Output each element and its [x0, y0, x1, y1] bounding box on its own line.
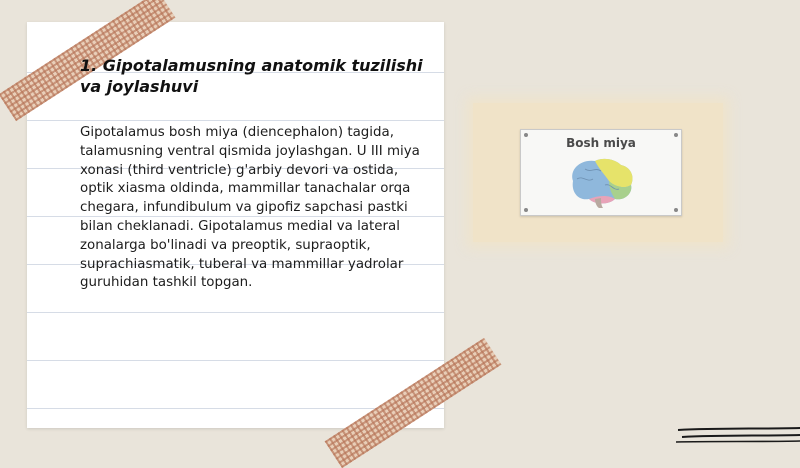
brain-icon [565, 155, 637, 209]
brain-picture-card [520, 129, 682, 216]
pin-icon [524, 208, 528, 212]
slide-body-text: Gipotalamus bosh miya (diencephalon) tagida, talamusning ventral qismida joylashgan. U III miya xonasi (third ventricle) g'arbiy devori va ostida, optik xiasma oldinda, mammillar tanachalar orqa chegara, infundibulum va gipofiz sapchasi pastki bilan cheklanadi. Gipotalamus medial va lateral zonalarga bo'linadi va preoptik, supraoptik, suprachiasmatik, tuberal va mammillar yadrolar guruhidan tashkil topgan. [80, 125, 420, 291]
picture-caption: Bosh miya [566, 136, 636, 150]
slide-title: 1. Gipotalamusning anatomik tuzilishi va joylashuvi [80, 56, 423, 96]
decorative-lines [676, 424, 800, 444]
pin-icon [674, 208, 678, 212]
